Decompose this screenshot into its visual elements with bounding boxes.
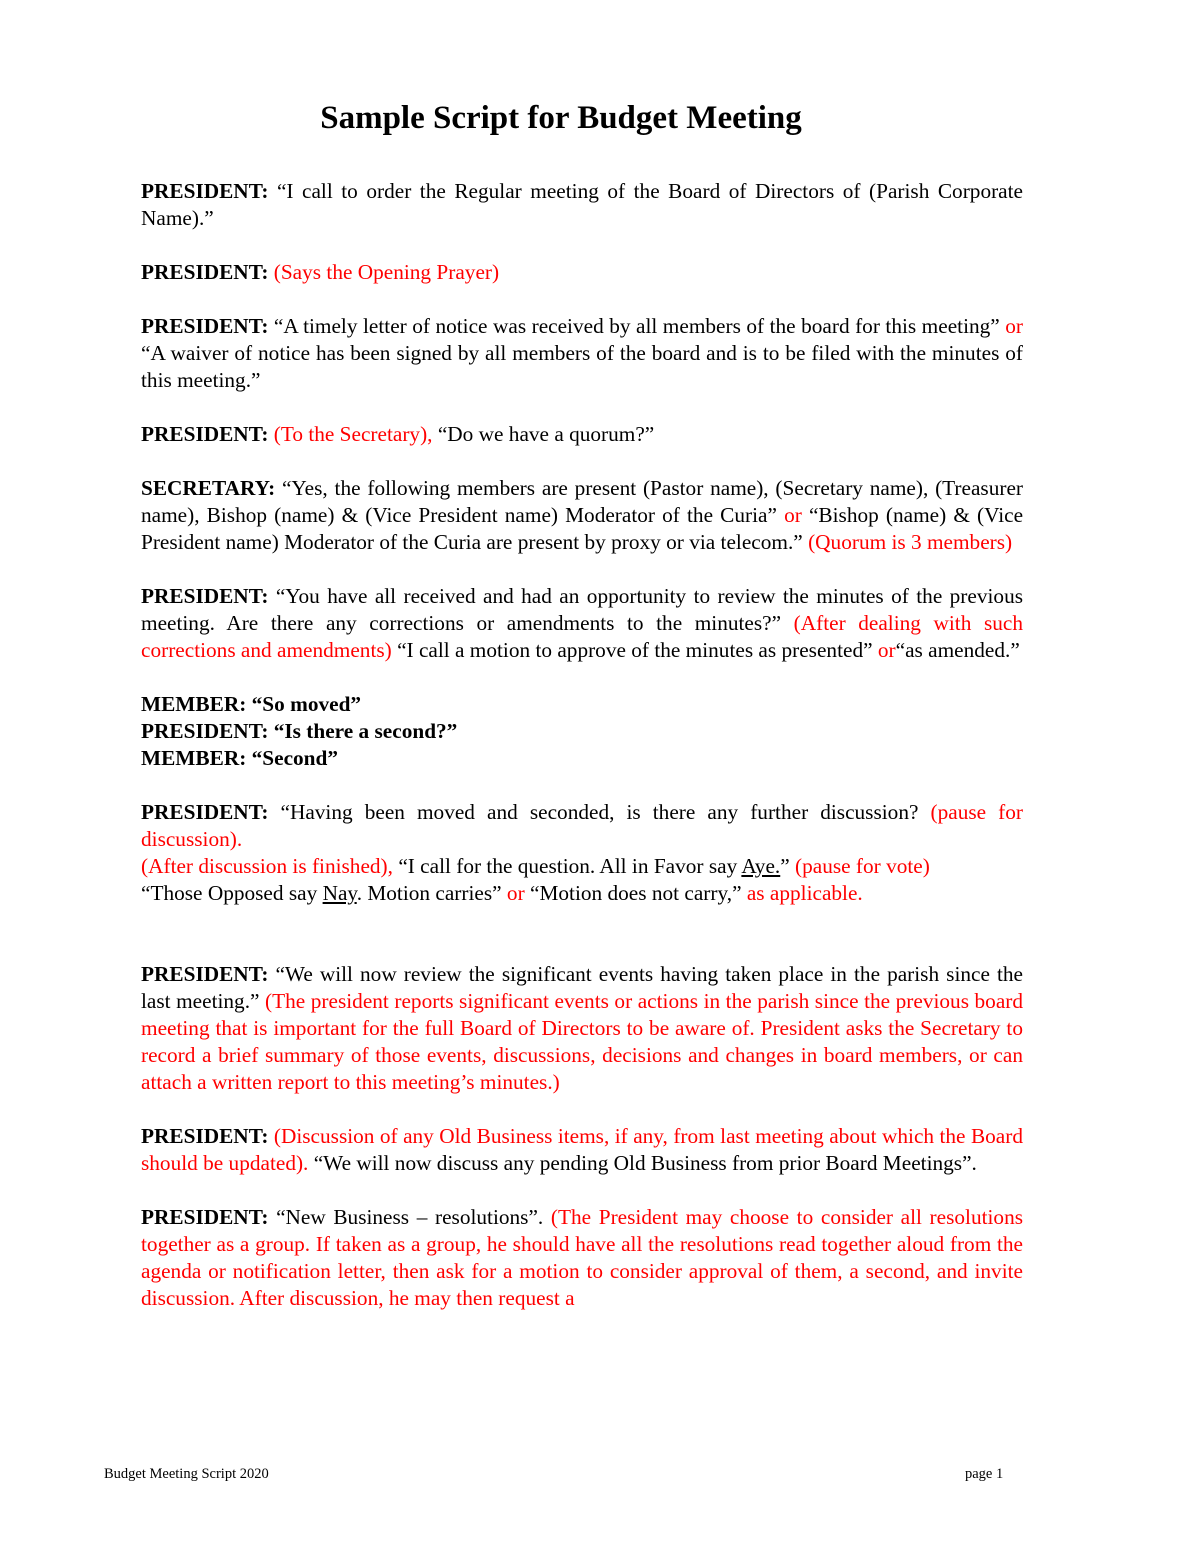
motion-line <box>141 718 1023 745</box>
stage-direction: as applicable. <box>746 881 863 905</box>
speaker-label: PRESIDENT: <box>141 1205 269 1229</box>
spoken-text: “So moved” <box>251 692 362 716</box>
stage-direction: (After discussion is finished), <box>141 854 393 878</box>
stage-direction: (After dealing with such corrections and amendments) <box>141 611 1023 662</box>
spoken-text: “We will now review the significant events having taken place in the parish since the last meeting.” <box>141 962 1024 1013</box>
speaker-label: PRESIDENT: <box>141 719 269 743</box>
paragraph-notice <box>141 313 1023 394</box>
speaker-label: PRESIDENT: <box>141 800 269 824</box>
spoken-text: “I call for the question. All in Favor say <box>398 854 738 878</box>
paragraph-quorum-question <box>141 421 1023 448</box>
spoken-text: . Motion carries” <box>356 881 502 905</box>
spoken-text: “We will now discuss any pending Old Business from prior Board Meetings”. <box>313 1151 977 1175</box>
spoken-text: “as amended.” <box>895 638 1020 662</box>
document-body <box>141 178 1023 1339</box>
underlined-term: Aye. <box>741 854 781 878</box>
spoken-text: “Having been moved and seconded, is there any further discussion? <box>280 800 919 824</box>
footer-page-number: page 1 <box>965 1466 1004 1482</box>
spoken-text: “Do we have a quorum?” <box>437 422 655 446</box>
stage-direction: or <box>1005 314 1023 338</box>
speaker-label: PRESIDENT: <box>141 260 269 284</box>
speaker-label: PRESIDENT: <box>141 179 269 203</box>
spoken-text: “I call a motion to approve of the minutes as presented” <box>397 638 873 662</box>
speaker-label: PRESIDENT: <box>141 314 269 338</box>
motion-line <box>141 745 1023 772</box>
stage-direction: (Says the Opening Prayer) <box>273 260 500 284</box>
spoken-text: “Motion does not carry,” <box>530 881 742 905</box>
stage-direction: (pause for discussion). <box>141 800 1024 851</box>
stage-direction: (Quorum is 3 members) <box>808 530 1013 554</box>
paragraph-vote <box>141 799 1023 907</box>
spoken-text: “You have all received and had an opportunity to review the minutes of the previous meeting. Are there any corrections or amendments to the minutes?” <box>141 584 1024 635</box>
spacer <box>141 772 1023 799</box>
stage-direction: or <box>784 503 802 527</box>
paragraph-secretary-quorum <box>141 475 1023 556</box>
speaker-label: MEMBER: <box>141 692 247 716</box>
motion-exchange <box>141 691 1023 772</box>
paragraph-call-to-order <box>141 178 1023 232</box>
paragraph-significant-events <box>141 961 1023 1096</box>
spoken-text: ” <box>780 854 790 878</box>
paragraph-opening-prayer <box>141 259 1023 286</box>
speaker-label: PRESIDENT: <box>141 584 269 608</box>
spacer <box>141 934 1023 961</box>
document-title: Sample Script for Budget Meeting <box>320 100 802 136</box>
underlined-term: Nay <box>322 881 357 905</box>
speaker-label: PRESIDENT: <box>141 422 269 446</box>
spoken-text: “Those Opposed say <box>141 881 318 905</box>
motion-line <box>141 691 1023 718</box>
stage-direction: or <box>506 881 525 905</box>
paragraph-old-business <box>141 1123 1023 1177</box>
stage-direction: or <box>877 638 896 662</box>
spoken-text: “I call to order the Regular meeting of the Board of Directors of (Parish Corporate Name).” <box>141 179 1024 230</box>
stage-direction: (The president reports significant events or actions in the parish since the previous board meeting that is important for the full Board of Directors to be aware of. President asks the Secretary to record a brief summary of those events, discussions, decisions and changes in board members, or can attach a written report to this meeting’s minutes.) <box>141 989 1024 1094</box>
spoken-text: “A timely letter of notice was received by all members of the board for this meeting” <box>273 314 1000 338</box>
stage-direction: (To the Secretary), <box>273 422 433 446</box>
spoken-text: “Yes, the following members are present (Pastor name), (Secretary name), (Treasurer name), Bishop (name) & (Vice President name) Moderator of the Curia” <box>141 476 1023 527</box>
spoken-text: “Second” <box>251 746 339 770</box>
spoken-text: “New Business – resolutions”. <box>276 1205 544 1229</box>
speaker-label: PRESIDENT: <box>141 962 269 986</box>
speaker-label: SECRETARY: <box>141 476 276 500</box>
speaker-label: MEMBER: <box>141 746 247 770</box>
footer-document-name: Budget Meeting Script 2020 <box>104 1466 269 1482</box>
paragraph-minutes-review <box>141 583 1023 664</box>
speaker-label: PRESIDENT: <box>141 1124 269 1148</box>
stage-direction: (The President may choose to consider all resolutions together as a group. If taken as a group, he should have all the resolutions read together aloud from the agenda or notification letter, then ask for a motion to consider approval of them, a second, and invite discussion. After discussion, he may then request a <box>141 1205 1024 1310</box>
stage-direction: (Discussion of any Old Business items, if any, from last meeting about which the Board should be updated). <box>141 1124 1023 1175</box>
spoken-text: “A waiver of notice has been signed by all members of the board and is to be filed with the minutes of this meeting.” <box>141 341 1023 392</box>
spoken-text: “Bishop (name) & (Vice President name) Moderator of the Curia are present by proxy or via telecom.” <box>141 503 1024 554</box>
stage-direction: (pause for vote) <box>795 854 930 878</box>
spoken-text: “Is there a second?” <box>273 719 458 743</box>
paragraph-new-business <box>141 1204 1023 1312</box>
